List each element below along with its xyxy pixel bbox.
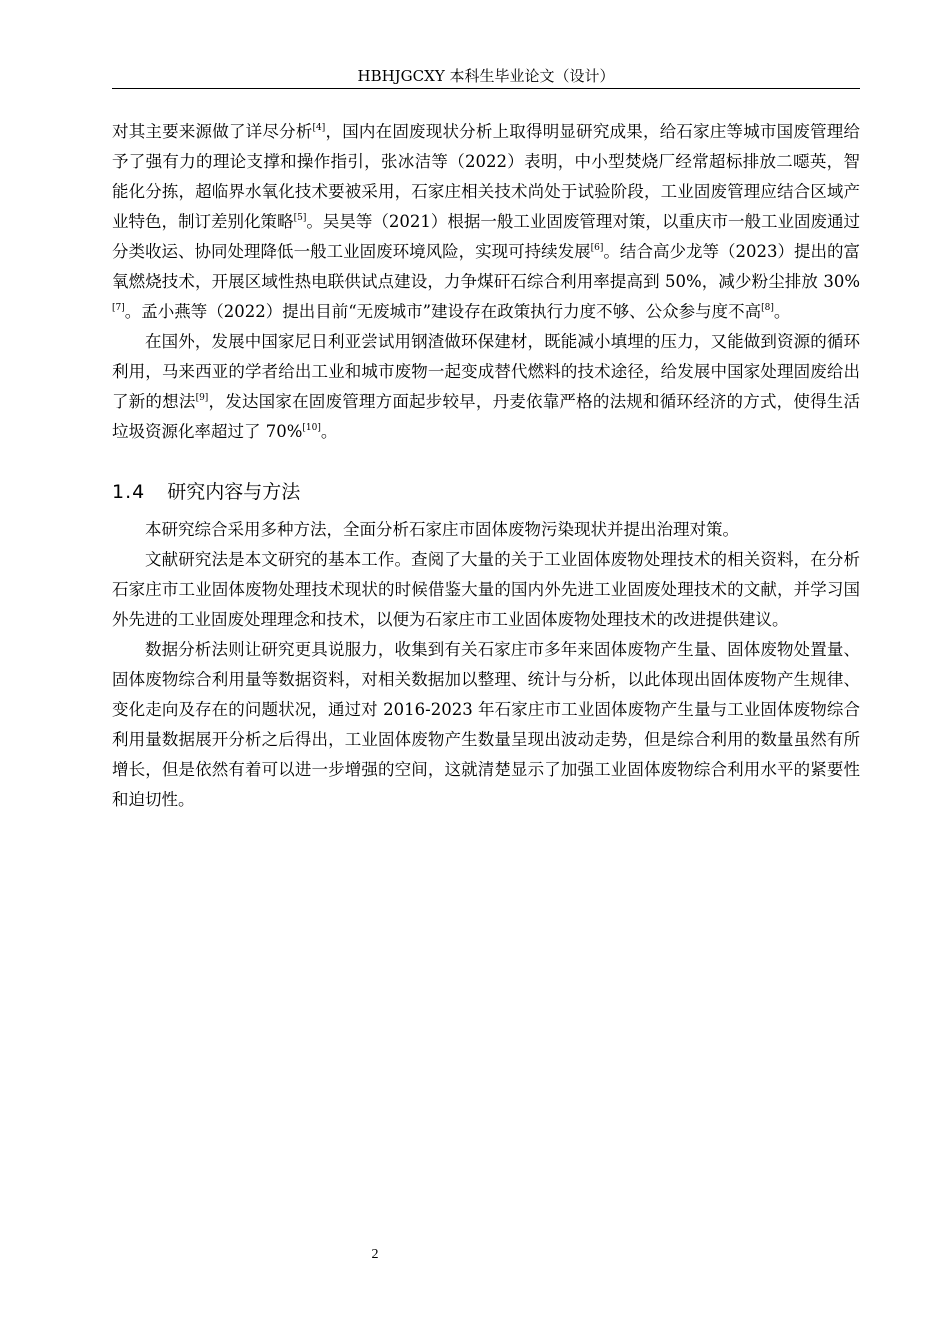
citation-ref: [7] xyxy=(112,303,125,313)
citation-ref: [9] xyxy=(195,393,209,403)
section-heading xyxy=(112,477,860,507)
paragraph-foreign-research: 在国外，发展中国家尼日利亚尝试用钢渣做环保建材，既能减小填埋的压力，又能做到资源的循环利用，马来西亚的学者给出工业和城市废物一起变成替代燃料的技术途径，给发展中国家处理固废给出了新的想法[9]，发达国家在固废管理方面起步较早，丹麦依靠严格的法规和循环经济的方式，使得生活垃圾资源化率超过了 70%[10]。 xyxy=(112,332,861,441)
page-header: HBHJGCXY 本科生毕业论文（设计） xyxy=(357,67,615,85)
header-rule xyxy=(112,88,860,89)
citation-ref: [5] xyxy=(293,213,307,223)
citation-ref: [6] xyxy=(590,243,604,253)
paragraph-overview: 本研究综合采用多种方法，全面分析石家庄市固体废物污染现状并提出治理对策。 xyxy=(145,520,739,539)
citation-ref: [10] xyxy=(302,423,321,433)
page-number: 2 xyxy=(371,1247,379,1262)
section-title: 研究内容与方法 xyxy=(167,481,301,503)
paragraph-data-method: 数据分析法则让研究更具说服力，收集到有关石家庄市多年来固体废物产生量、固体废物处置量、固体废物综合利用量等数据资料，对相关数据加以整理、统计与分析，以此体现出固体废物产生规律、变化走向及存在的问题状况，通过对 2016-2023 年石家庄市工业固体废物产生量与工业固体废物综合利用量数据展开分析之后得出，工业固体废物产生数量呈现出波动走势，但是综合利用的数量虽然有所增长，但是依然有着可以进一步增强的空间，这就清楚显示了加强工业固体废物综合利用水平的紧要性和迫切性。 xyxy=(112,640,860,809)
page-body xyxy=(112,117,860,815)
citation-ref: [8] xyxy=(761,303,774,313)
citation-ref: [4] xyxy=(312,123,326,133)
paragraph-domestic-research: 对其主要来源做了详尽分析[4]，国内在固废现状分析上取得明显研究成果，给石家庄等城市国废管理给予了强有力的理论支撑和操作指引，张冰洁等（2022）表明，中小型焚烧厂经常超标排放二噁英，智能化分拣，超临界水氧化技术要被采用，石家庄相关技术尚处于试验阶段，工业固废管理应结合区域产业特色，制订差别化策略[5]。吴昊等（2021）根据一般工业固废管理对策，以重庆市一般工业固废通过分类收运、协同处理降低一般工业固废环境风险，实现可持续发展[6]。结合高少龙等（2023）提出的富氧燃烧技术，开展区域性热电联供试点建设，力争煤矸石综合利用率提高到 50%，减少粉尘排放 30%[7]。孟小燕等（2022）提出目前“无废城市”建设存在政策执行力度不够、公众参与度不高[8]。 xyxy=(112,122,861,321)
paragraph-literature-method: 文献研究法是本文研究的基本工作。查阅了大量的关于工业固体废物处理技术的相关资料，在分析石家庄市工业固体废物处理技术现状的时候借鉴大量的国内外先进工业固废处理技术的文献，并学习国外先进的工业固废处理理念和技术，以便为石家庄市工业固体废物处理技术的改进提供建议。 xyxy=(112,550,860,629)
section-number: 1.4 xyxy=(112,481,146,503)
